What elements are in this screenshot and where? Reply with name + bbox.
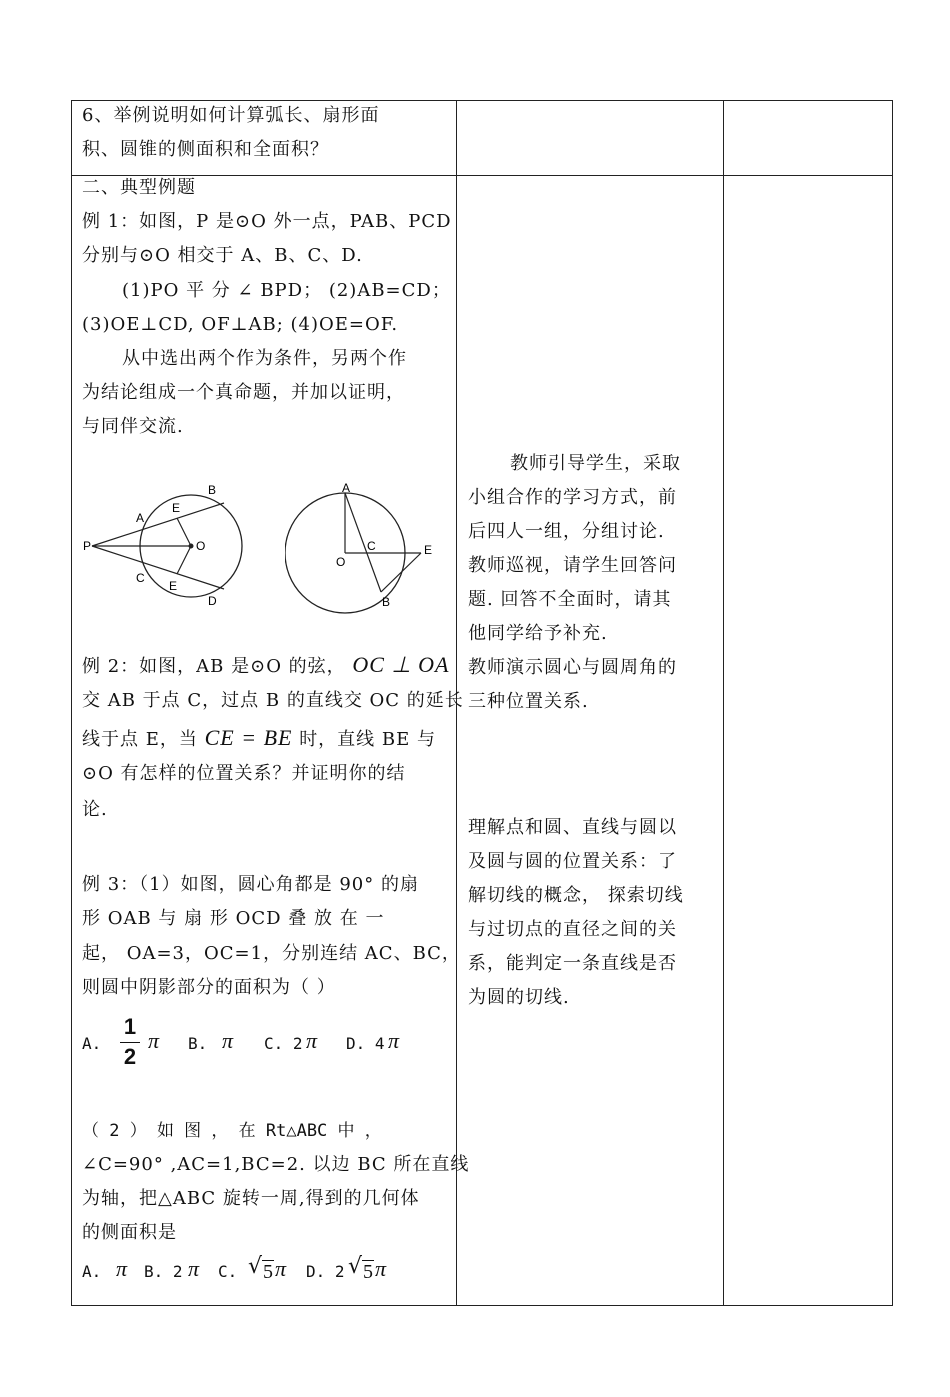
sqrt-sign: √ <box>348 1254 363 1279</box>
example-1-line-4: (3)OE⊥CD, OF⊥AB; (4)OE=OF. <box>82 314 399 335</box>
fraction-denominator: 2 <box>123 1044 137 1069</box>
section-title: 二、典型例题 <box>82 177 196 198</box>
example-3-options <box>82 1014 422 1074</box>
goal-line-4: 与过切点的直径之间的关 <box>468 919 677 940</box>
goal-line-1: 理解点和圆、直线与圆以 <box>468 817 677 838</box>
figure-1-diagram <box>80 478 250 614</box>
label-a: A <box>136 511 145 525</box>
sqrt-sign: √ <box>248 1254 263 1279</box>
label-a: A <box>342 481 351 495</box>
example-2-line-4: ⊙O 有怎样的位置关系？并证明你的结 <box>82 763 406 784</box>
math-oc-perp-oa: OC ⊥ OA <box>352 652 450 677</box>
pi-symbol: π <box>222 1028 234 1053</box>
label-p: P <box>83 539 92 553</box>
example-3b-line-2: ∠C=90° ,AC=1,BC=2. 以边 BC 所在直线 <box>82 1154 470 1175</box>
example-1-line-5: 从中选出两个作为条件，另两个作 <box>122 348 407 369</box>
example-1-line-3: (1)PO 平 分 ∠ BPD； (2)AB=CD； <box>122 280 451 301</box>
label-e: E <box>424 543 433 557</box>
example-3b-options <box>82 1254 422 1290</box>
label-e-top: E <box>172 501 181 515</box>
example-3-line-2: 形 OAB 与 扇 形 OCD 叠 放 在 一 <box>82 908 385 929</box>
pi-symbol: π <box>388 1028 400 1053</box>
option-a-label: A. <box>82 1034 102 1053</box>
option-b-label: B. 2 <box>144 1262 183 1281</box>
question-6-line-1: 6、举例说明如何计算弧长、扇形面 <box>82 105 380 126</box>
label-b: B <box>382 595 391 609</box>
example-3b-line-3: 为轴，把△ABC 旋转一周,得到的几何体 <box>82 1188 420 1209</box>
example-3b-line-1: （ 2 ） 如 图 ， 在 Rt△ABC 中 ， <box>82 1121 382 1141</box>
goal-line-6: 为圆的切线. <box>468 987 570 1008</box>
option-b-label: B. <box>188 1034 208 1053</box>
label-o: O <box>196 539 206 553</box>
example-3-line-4: 则圆中阴影部分的面积为（ ） <box>82 977 336 998</box>
example-2-text-3a: 线于点 E，当 <box>82 729 198 750</box>
label-d: D <box>208 594 217 608</box>
option-c-label: C. <box>218 1262 238 1281</box>
segment-oe-top <box>177 518 191 546</box>
example-1-line-2: 分别与⊙O 相交于 A、B、C、D. <box>82 245 363 266</box>
center-point-o <box>189 544 194 549</box>
sqrt-radicand: 5 <box>263 1261 273 1283</box>
example-1-line-6: 为结论组成一个真命题，并加以证明， <box>82 382 405 403</box>
goal-line-5: 系，能判定一条直线是否 <box>468 953 677 974</box>
example-3-line-3: 起， OA=3，OC=1，分别连结 AC、BC， <box>82 943 461 964</box>
example-2-text-3b: 时，直线 BE 与 <box>299 729 436 750</box>
pi-symbol: π <box>116 1256 128 1281</box>
fraction-bar <box>120 1042 140 1043</box>
example-3-line-1: 例 3：（1）如图，圆心角都是 90° 的扇 <box>82 874 419 895</box>
label-b: B <box>208 483 217 497</box>
pi-symbol: π <box>275 1256 287 1281</box>
example-2-line-5: 论. <box>82 799 108 820</box>
example-2-line-3 <box>82 721 436 757</box>
option-d-label: D. 2 <box>306 1262 345 1281</box>
pi-symbol: π <box>148 1028 160 1053</box>
pi-symbol: π <box>375 1256 387 1281</box>
math-ce-eq-be: CE = BE <box>204 725 293 750</box>
example-2-line-1 <box>82 648 449 684</box>
label-c: C <box>136 571 145 585</box>
example-3b-line-4: 的侧面积是 <box>82 1222 177 1243</box>
teacher-line-4: 教师巡视，请学生回答问 <box>468 555 677 576</box>
teacher-line-5: 题. 回答不全面时，请其 <box>468 589 672 610</box>
teacher-line-7: 教师演示圆心与圆周角的 <box>468 657 677 678</box>
example-1-line-7: 与同伴交流. <box>82 416 184 437</box>
line-be <box>381 553 421 592</box>
example-2-text-1: 例 2：如图，AB 是⊙O 的弦， <box>82 656 346 677</box>
label-c: C <box>367 539 376 553</box>
option-a-label: A. <box>82 1262 102 1281</box>
example-2-line-2: 交 AB 于点 C，过点 B 的直线交 OC 的延长 <box>82 690 464 711</box>
option-c-label: C. 2 <box>264 1034 303 1053</box>
sqrt-radicand: 5 <box>363 1261 373 1283</box>
label-o: O <box>336 555 346 569</box>
teacher-line-6: 他同学给予补充. <box>468 623 608 644</box>
pi-symbol: π <box>188 1256 200 1281</box>
column-divider <box>723 101 724 1305</box>
figure-2-diagram <box>285 478 445 614</box>
label-e-bottom: E <box>169 579 178 593</box>
teacher-line-1: 教师引导学生，采取 <box>510 453 681 474</box>
goal-line-3: 解切线的概念， 探索切线 <box>468 885 684 906</box>
example-1-line-1: 例 1：如图，P 是⊙O 外一点，PAB、PCD <box>82 211 452 232</box>
goal-line-2: 及圆与圆的位置关系：了 <box>468 851 677 872</box>
question-6-line-2: 积、圆锥的侧面积和全面积？ <box>82 139 329 160</box>
teacher-line-3: 后四人一组，分组讨论. <box>468 521 665 542</box>
segment-oe-bottom <box>177 546 191 574</box>
fraction-numerator: 1 <box>123 1014 137 1039</box>
teacher-line-2: 小组合作的学习方式，前 <box>468 487 677 508</box>
teacher-line-8: 三种位置关系. <box>468 691 589 712</box>
option-d-label: D. 4 <box>346 1034 385 1053</box>
pi-symbol: π <box>306 1028 318 1053</box>
